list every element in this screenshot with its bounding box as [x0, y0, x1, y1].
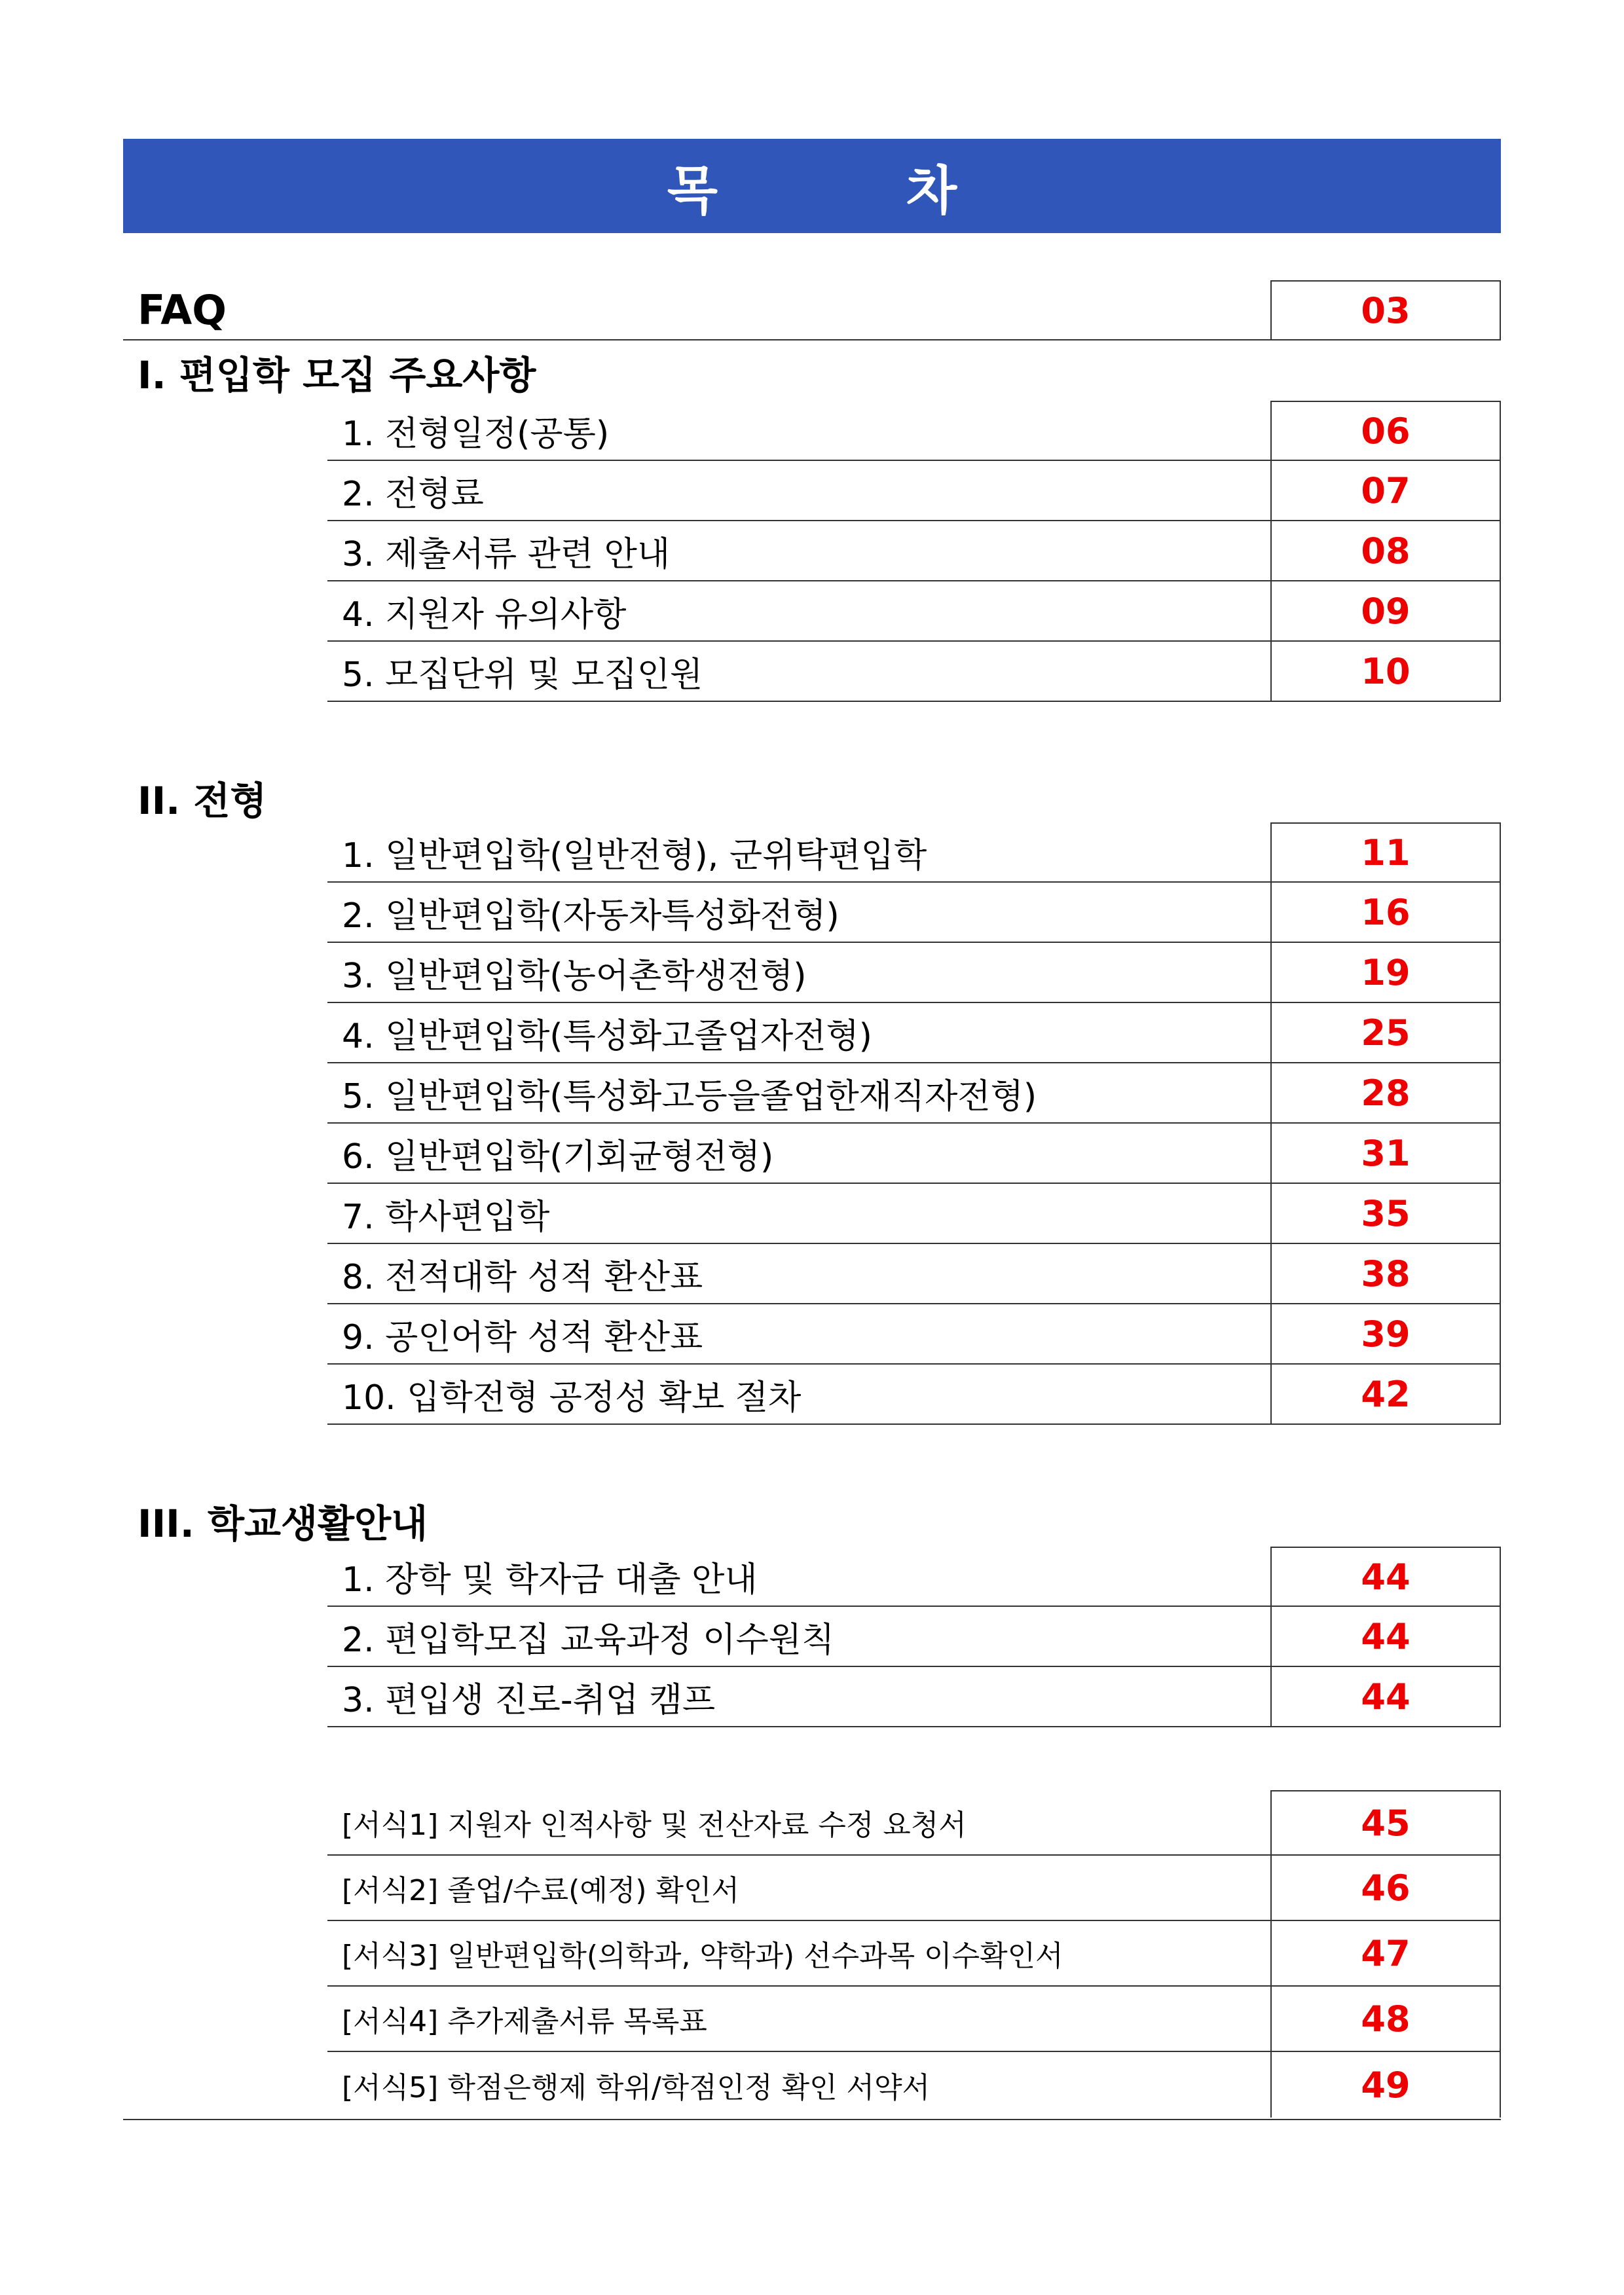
- toc-page-number: 35: [1270, 1184, 1501, 1243]
- toc-page-number: 39: [1270, 1304, 1501, 1363]
- section-heading-1: I. 편입학 모집 주요사항: [138, 353, 536, 397]
- toc-page-number: 03: [1270, 280, 1501, 339]
- toc-entry[interactable]: [327, 1003, 1501, 1063]
- toc-page-number: 48: [1270, 1987, 1501, 2051]
- toc-entry-label: 4. 지원자 유의사항: [342, 595, 627, 634]
- toc-entry-label: 6. 일반편입학(기회균형전형): [342, 1137, 774, 1177]
- toc-page-number: 44: [1270, 1607, 1501, 1666]
- toc-page-number: 38: [1270, 1244, 1501, 1303]
- toc-entry-label: [서식2] 졸업/수료(예정) 확인서: [342, 1874, 739, 1907]
- toc-entry-label: 10. 입학전형 공정성 확보 절차: [342, 1378, 802, 1418]
- toc-entry-form[interactable]: [327, 1987, 1501, 2052]
- toc-entry[interactable]: [327, 401, 1501, 461]
- toc-entry[interactable]: [327, 1063, 1501, 1124]
- toc-entry-label: [서식3] 일반편입학(의학과, 약학과) 선수과목 이수확인서: [342, 1939, 1063, 1973]
- toc-entry-form[interactable]: [327, 1921, 1501, 1987]
- toc-entry-form[interactable]: [327, 1790, 1501, 1856]
- toc-entry-label: 4. 일반편입학(특성화고졸업자전형): [342, 1016, 872, 1056]
- toc-entry-label: 8. 전적대학 성적 환산표: [342, 1257, 703, 1297]
- toc-entry[interactable]: [327, 1124, 1501, 1184]
- toc-entry-label: 2. 전형료: [342, 474, 484, 514]
- toc-page-number: 09: [1270, 581, 1501, 640]
- toc-entry-label: 5. 일반편입학(특성화고등을졸업한재직자전형): [342, 1076, 1037, 1116]
- toc-entry-label: 7. 학사편입학: [342, 1197, 550, 1237]
- toc-entry[interactable]: [327, 1607, 1501, 1667]
- toc-entry[interactable]: [327, 642, 1501, 702]
- section-heading-3: III. 학교생활안내: [138, 1501, 428, 1546]
- toc-entry-label: 3. 편입생 진로-취업 캠프: [342, 1680, 716, 1720]
- toc-entry-faq[interactable]: [123, 280, 1501, 340]
- toc-page-number: 31: [1270, 1124, 1501, 1183]
- toc-entry-label: 3. 일반편입학(농어촌학생전형): [342, 956, 807, 996]
- toc-title: 목 차: [667, 160, 1043, 221]
- toc-page-number: 45: [1270, 1790, 1501, 1854]
- toc-page-number: 10: [1270, 642, 1501, 701]
- toc-page-number: 42: [1270, 1365, 1501, 1423]
- toc-entry-label: 2. 일반편입학(자동차특성화전형): [342, 896, 840, 936]
- toc-entry-label: 2. 편입학모집 교육과정 이수원칙: [342, 1620, 835, 1660]
- toc-entry[interactable]: [327, 1244, 1501, 1304]
- toc-entry[interactable]: [327, 1667, 1501, 1727]
- toc-page-number: 46: [1270, 1856, 1501, 1920]
- toc-entry[interactable]: [327, 943, 1501, 1003]
- toc-entry[interactable]: [327, 461, 1501, 521]
- section-heading-2: II. 전형: [138, 779, 267, 823]
- toc-entry-label: 1. 장학 및 학자금 대출 안내: [342, 1560, 758, 1600]
- toc-entry[interactable]: [327, 581, 1501, 642]
- toc-entry[interactable]: [327, 1547, 1501, 1607]
- toc-page-number: 44: [1270, 1667, 1501, 1726]
- toc-entry-label: FAQ: [138, 285, 227, 334]
- toc-entry-form[interactable]: [327, 2052, 1501, 2118]
- toc-entry-label: [서식4] 추가제출서류 목록표: [342, 2005, 707, 2038]
- bottom-divider: [123, 2119, 1501, 2120]
- toc-page-number: 44: [1270, 1547, 1501, 1606]
- toc-entry-label: [서식5] 학점은행제 학위/학점인정 확인 서약서: [342, 2071, 931, 2104]
- toc-page-number: 47: [1270, 1921, 1501, 1985]
- toc-entry[interactable]: [327, 822, 1501, 883]
- toc-title-bar: [123, 139, 1501, 233]
- toc-page-number: 06: [1270, 401, 1501, 460]
- toc-entry[interactable]: [327, 1365, 1501, 1425]
- toc-entry-label: 3. 제출서류 관련 안내: [342, 534, 671, 574]
- toc-entry-label: 1. 전형일정(공통): [342, 414, 610, 454]
- toc-entry-form[interactable]: [327, 1856, 1501, 1921]
- toc-entry-label: [서식1] 지원자 인적사항 및 전산자료 수정 요청서: [342, 1808, 967, 1842]
- toc-page-number: 07: [1270, 461, 1501, 520]
- toc-entry[interactable]: [327, 1304, 1501, 1365]
- toc-entry-label: 1. 일반편입학(일반전형), 군위탁편입학: [342, 835, 927, 875]
- toc-page-number: 28: [1270, 1063, 1501, 1122]
- toc-entry-label: 5. 모집단위 및 모집인원: [342, 655, 703, 695]
- toc-entry[interactable]: [327, 1184, 1501, 1244]
- toc-page-number: 08: [1270, 521, 1501, 580]
- toc-page-number: 25: [1270, 1003, 1501, 1062]
- toc-page-number: 16: [1270, 883, 1501, 942]
- toc-entry[interactable]: [327, 883, 1501, 943]
- toc-entry-label: 9. 공인어학 성적 환산표: [342, 1317, 703, 1357]
- toc-page-number: 19: [1270, 943, 1501, 1002]
- toc-entry[interactable]: [327, 521, 1501, 581]
- toc-page-number: 11: [1270, 822, 1501, 881]
- toc-page-number: 49: [1270, 2052, 1501, 2118]
